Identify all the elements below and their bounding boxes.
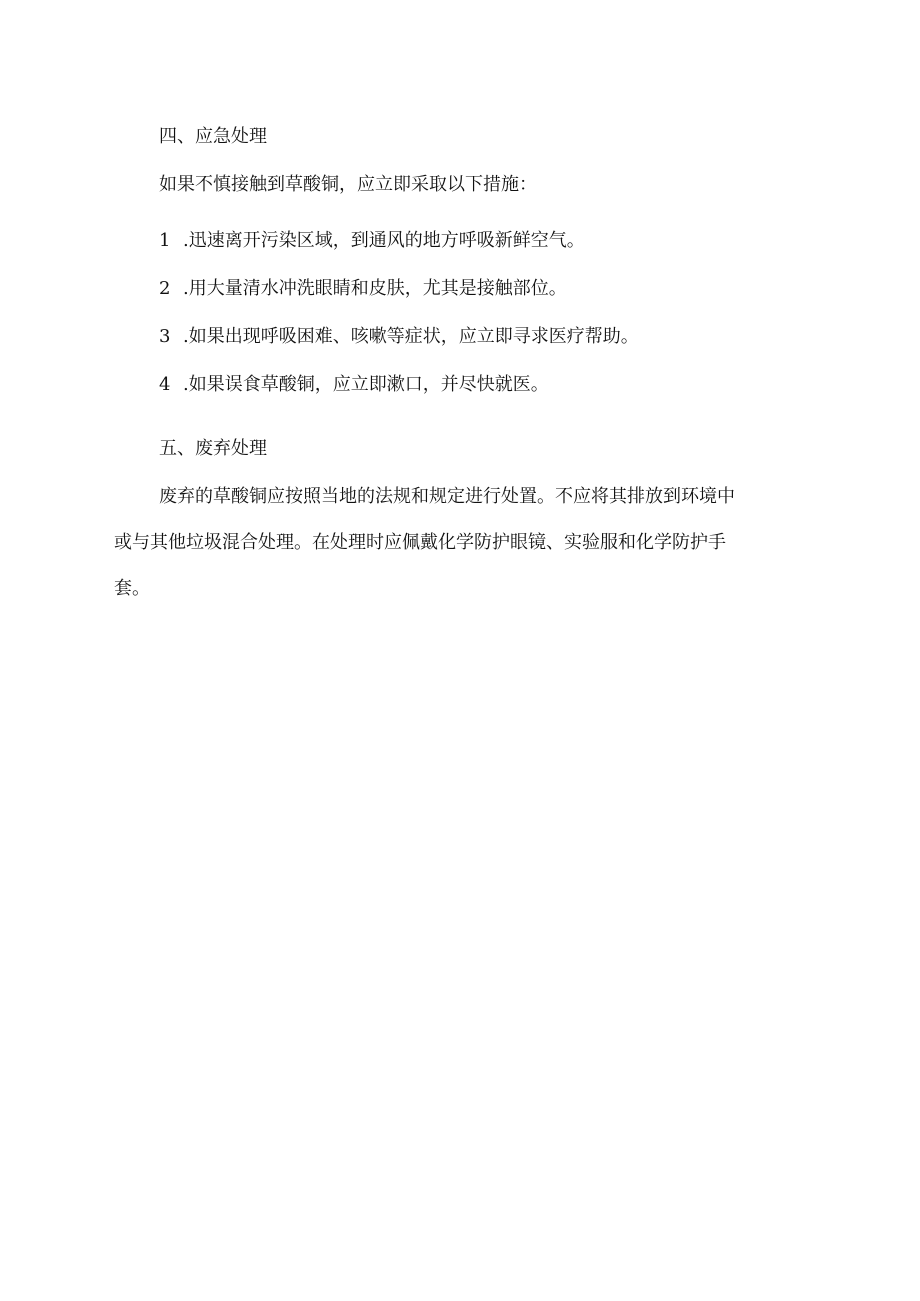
list-item-text: .如果误食草酸铜，应立即漱口，并尽快就医。	[183, 374, 549, 395]
list-item	[159, 324, 639, 350]
list-item-text: .如果出现呼吸困难、咳嗽等症状，应立即寻求医疗帮助。	[183, 326, 639, 347]
section-heading-emergency: 四、应急处理	[159, 126, 267, 147]
section-heading-disposal: 五、废弃处理	[159, 438, 267, 459]
list-item-number: 1	[159, 230, 171, 251]
disposal-paragraph-line: 废弃的草酸铜应按照当地的法规和规定进行处置。不应将其排放到环境中	[159, 486, 735, 507]
list-item-number: 3	[159, 326, 171, 347]
disposal-paragraph-line: 或与其他垃圾混合处理。在处理时应佩戴化学防护眼镜、实验服和化学防护手	[114, 532, 726, 553]
list-item-number: 4	[159, 374, 171, 395]
list-item	[159, 372, 549, 398]
list-item	[159, 228, 585, 254]
list-item-number: 2	[159, 278, 171, 299]
list-item	[159, 276, 567, 302]
list-item-text: .用大量清水冲洗眼睛和皮肤，尤其是接触部位。	[183, 278, 567, 299]
list-item-text: .迅速离开污染区域，到通风的地方呼吸新鲜空气。	[183, 230, 585, 251]
disposal-paragraph-line: 套。	[114, 578, 150, 599]
emergency-intro: 如果不慎接触到草酸铜，应立即采取以下措施：	[159, 174, 537, 195]
